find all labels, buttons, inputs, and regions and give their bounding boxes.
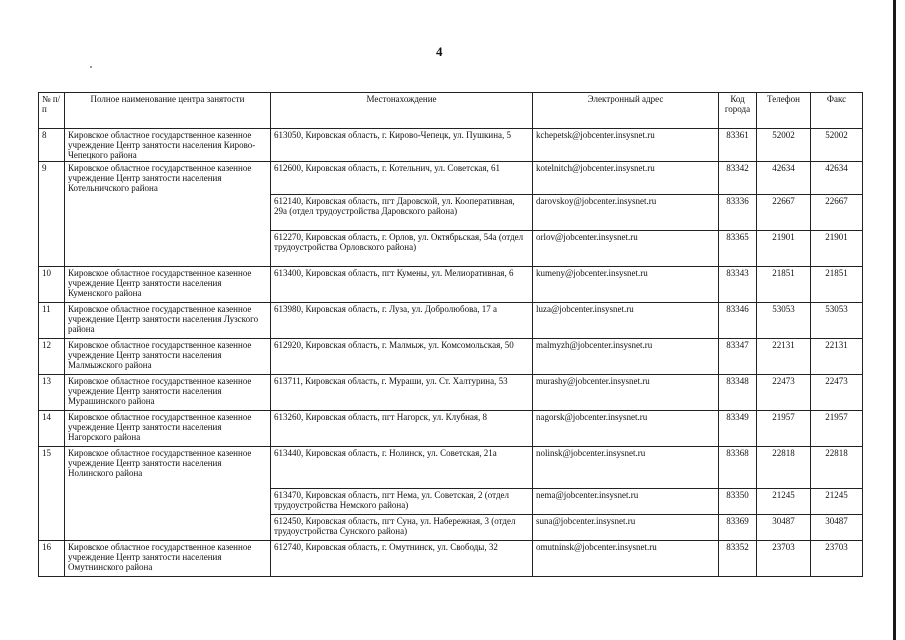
phone: 52002	[757, 129, 811, 162]
location: 613400, Кировская область, пгт Кумены, ул. Мелиоративная, 6	[271, 267, 533, 303]
table-row	[39, 339, 863, 375]
location: 612600, Кировская область, г. Котельнич, ул. Советская, 61	[271, 162, 533, 195]
row-num: 8	[39, 129, 65, 162]
city-code: 83347	[719, 339, 757, 375]
table-row	[39, 541, 863, 577]
city-code: 83346	[719, 303, 757, 339]
table-row	[39, 447, 863, 489]
fax: 30487	[811, 515, 863, 541]
email: kotelnitch@jobcenter.insysnet.ru	[533, 162, 719, 195]
city-code: 83361	[719, 129, 757, 162]
row-num: 10	[39, 267, 65, 303]
phone: 21901	[757, 231, 811, 267]
location: 612270, Кировская область, г. Орлов, ул. Октябрьская, 54а (отдел трудоустройства Орловского района)	[271, 231, 533, 267]
city-code: 83348	[719, 375, 757, 411]
email: nema@jobcenter.insysnet.ru	[533, 489, 719, 515]
header-code: Код города	[719, 93, 757, 129]
table-row	[39, 303, 863, 339]
center-name: Кировское областное государственное казенное учреждение Центр занятости населения Лузского района	[65, 303, 271, 339]
location: 613980, Кировская область, г. Луза, ул. Добролюбова, 17 а	[271, 303, 533, 339]
email: nagorsk@jobcenter.insysnet.ru	[533, 411, 719, 447]
fax: 22667	[811, 195, 863, 231]
header-fax: Факс	[811, 93, 863, 129]
phone: 42634	[757, 162, 811, 195]
phone: 23703	[757, 541, 811, 577]
table-row	[39, 375, 863, 411]
email: nolinsk@jobcenter.insysnet.ru	[533, 447, 719, 489]
row-num: 11	[39, 303, 65, 339]
location: 612450, Кировская область, пгт Суна, ул. Набережная, 3 (отдел трудоустройства Сунского района)	[271, 515, 533, 541]
fax: 42634	[811, 162, 863, 195]
location: 613470, Кировская область, пгт Нема, ул. Советская, 2 (отдел трудоустройства Немского района)	[271, 489, 533, 515]
row-num: 16	[39, 541, 65, 577]
city-code: 83368	[719, 447, 757, 489]
phone: 21957	[757, 411, 811, 447]
center-name: Кировское областное государственное казенное учреждение Центр занятости населения Мурашинского района	[65, 375, 271, 411]
phone: 22131	[757, 339, 811, 375]
phone: 53053	[757, 303, 811, 339]
fax: 23703	[811, 541, 863, 577]
email: orlov@jobcenter.insysnet.ru	[533, 231, 719, 267]
fax: 21245	[811, 489, 863, 515]
fax: 21851	[811, 267, 863, 303]
header-email: Электронный адрес	[533, 93, 719, 129]
center-name: Кировское областное государственное казенное учреждение Центр занятости населения Нолинского района	[65, 447, 271, 541]
employment-centers-table	[38, 92, 863, 577]
row-num: 15	[39, 447, 65, 541]
location: 613711, Кировская область, г. Мураши, ул. Ст. Халтурина, 53	[271, 375, 533, 411]
city-code: 83365	[719, 231, 757, 267]
fax: 22818	[811, 447, 863, 489]
location: 613050, Кировская область, г. Кирово-Чепецк, ул. Пушкина, 5	[271, 129, 533, 162]
phone: 21245	[757, 489, 811, 515]
phone: 22667	[757, 195, 811, 231]
table-row	[39, 411, 863, 447]
city-code: 83336	[719, 195, 757, 231]
city-code: 83352	[719, 541, 757, 577]
page-number: 4	[436, 44, 443, 59]
center-name: Кировское областное государственное казенное учреждение Центр занятости населения Малмыжского района	[65, 339, 271, 375]
table-row	[39, 267, 863, 303]
row-num: 13	[39, 375, 65, 411]
fax: 22131	[811, 339, 863, 375]
location: 613440, Кировская область, г. Нолинск, ул. Советская, 21а	[271, 447, 533, 489]
center-name: Кировское областное государственное казенное учреждение Центр занятости населения Нагорского района	[65, 411, 271, 447]
phone: 21851	[757, 267, 811, 303]
center-name: Кировское областное государственное казенное учреждение Центр занятости населения Омутнинского района	[65, 541, 271, 577]
phone: 22473	[757, 375, 811, 411]
header-location: Местонахождение	[271, 93, 533, 129]
row-num: 12	[39, 339, 65, 375]
email: kumeny@jobcenter.insysnet.ru	[533, 267, 719, 303]
email: murashy@jobcenter.insysnet.ru	[533, 375, 719, 411]
phone: 30487	[757, 515, 811, 541]
table-header-row	[39, 93, 863, 129]
page-edge-line	[893, 0, 896, 640]
row-num: 9	[39, 162, 65, 267]
city-code: 83342	[719, 162, 757, 195]
email: suna@jobcenter.insysnet.ru	[533, 515, 719, 541]
header-phone: Телефон	[757, 93, 811, 129]
center-name: Кировское областное государственное казенное учреждение Центр занятости населения Котельничского района	[65, 162, 271, 267]
email: kchepetsk@jobcenter.insysnet.ru	[533, 129, 719, 162]
location: 612140, Кировская область, пгт Даровской, ул. Кооперативная, 29а (отдел трудоустройства Даровского района)	[271, 195, 533, 231]
fax: 21901	[811, 231, 863, 267]
center-name: Кировское областное государственное казенное учреждение Центр занятости населения Куменского района	[65, 267, 271, 303]
email: malmyzh@jobcenter.insysnet.ru	[533, 339, 719, 375]
city-code: 83350	[719, 489, 757, 515]
city-code: 83343	[719, 267, 757, 303]
row-num: 14	[39, 411, 65, 447]
fax: 53053	[811, 303, 863, 339]
phone: 22818	[757, 447, 811, 489]
scan-speck	[90, 66, 92, 68]
email: omutninsk@jobcenter.insysnet.ru	[533, 541, 719, 577]
city-code: 83349	[719, 411, 757, 447]
location: 612920, Кировская область, г. Малмыж, ул. Комсомольская, 50	[271, 339, 533, 375]
email: luza@jobcenter.insysnet.ru	[533, 303, 719, 339]
header-num: № п/п	[39, 93, 65, 129]
center-name: Кировское областное государственное казенное учреждение Центр занятости населения Кирово-Чепецкого района	[65, 129, 271, 162]
table-row	[39, 129, 863, 162]
fax: 52002	[811, 129, 863, 162]
fax: 21957	[811, 411, 863, 447]
email: darovskoy@jobcenter.insysnet.ru	[533, 195, 719, 231]
city-code: 83369	[719, 515, 757, 541]
location: 613260, Кировская область, пгт Нагорск, ул. Клубная, 8	[271, 411, 533, 447]
location: 612740, Кировская область, г. Омутнинск, ул. Свободы, 32	[271, 541, 533, 577]
header-name: Полное наименование центра занятости	[65, 93, 271, 129]
fax: 22473	[811, 375, 863, 411]
table-row	[39, 162, 863, 195]
